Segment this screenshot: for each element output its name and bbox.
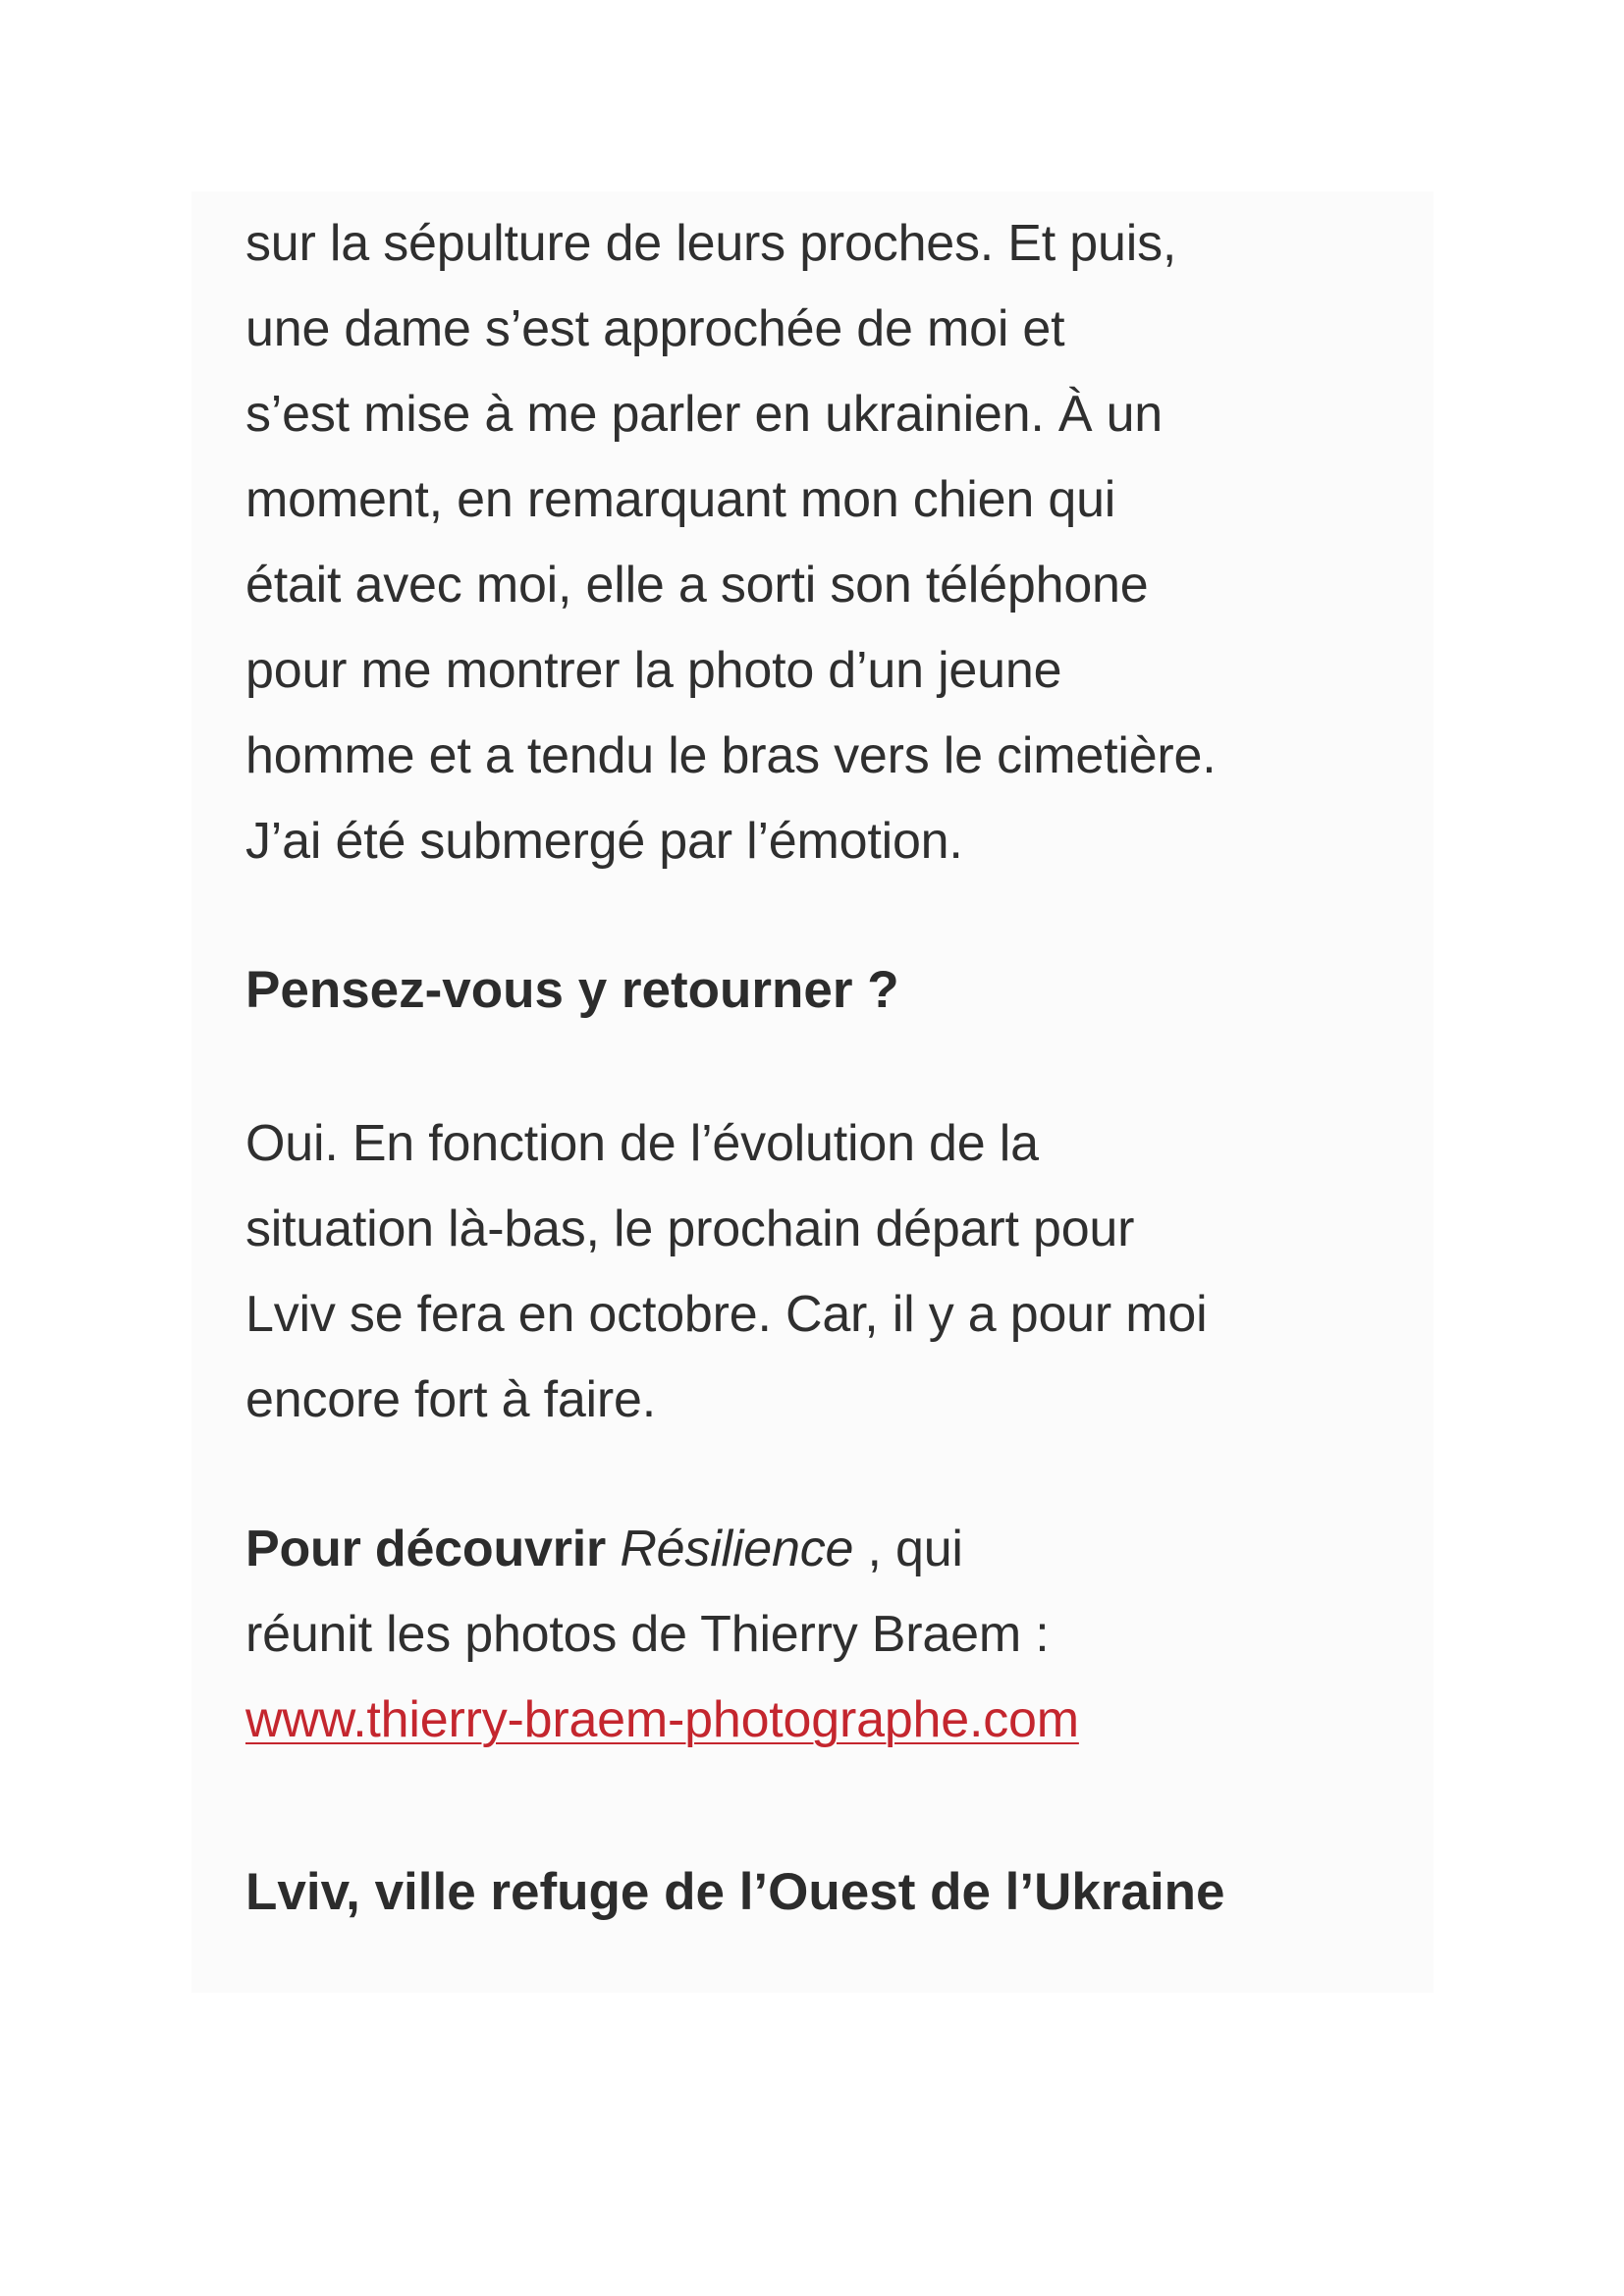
answer-line: Lviv se fera en octobre. Car, il y a pour moi bbox=[245, 1286, 1208, 1343]
answer-line: encore fort à faire. bbox=[245, 1371, 656, 1428]
body-line: homme et a tendu le bras vers le cimetière. bbox=[245, 727, 1217, 784]
body-line: une dame s’est approchée de moi et bbox=[245, 300, 1065, 357]
discover-line-2: réunit les photos de Thierry Braem : bbox=[245, 1606, 1050, 1663]
answer-line: Oui. En fonction de l’évolution de la bbox=[245, 1115, 1039, 1172]
discover-lead bbox=[245, 1521, 853, 1577]
body-line: J’ai été submergé par l’émotion. bbox=[245, 813, 963, 870]
body-line: s’est mise à me parler en ukrainien. À un bbox=[245, 386, 1164, 443]
book-title: Résilience bbox=[620, 1521, 854, 1577]
answer-line: situation là-bas, le prochain départ pour bbox=[245, 1201, 1135, 1257]
section-heading: Lviv, ville refuge de l’Ouest de l’Ukraine bbox=[245, 1863, 1225, 1921]
body-paragraph bbox=[245, 201, 1384, 884]
body-line: pour me montrer la photo d’un jeune bbox=[245, 642, 1062, 699]
discover-lead-text: Pour découvrir bbox=[245, 1521, 621, 1577]
article-text-column bbox=[245, 201, 1384, 1935]
answer-paragraph bbox=[245, 1101, 1384, 1443]
interview-question: Pensez-vous y retourner ? bbox=[245, 961, 899, 1019]
body-line: sur la sépulture de leurs proches. Et puis, bbox=[245, 215, 1177, 272]
body-line: était avec moi, elle a sorti son téléphone bbox=[245, 557, 1149, 614]
discover-line bbox=[245, 1507, 1384, 1592]
discover-after-title: , qui bbox=[853, 1521, 963, 1577]
body-line: moment, en remarquant mon chien qui bbox=[245, 471, 1116, 528]
discover-paragraph bbox=[245, 1507, 1384, 1763]
discover-link-line bbox=[245, 1678, 1384, 1763]
photographer-website-link[interactable]: www.thierry-braem-photographe.com bbox=[245, 1691, 1079, 1748]
